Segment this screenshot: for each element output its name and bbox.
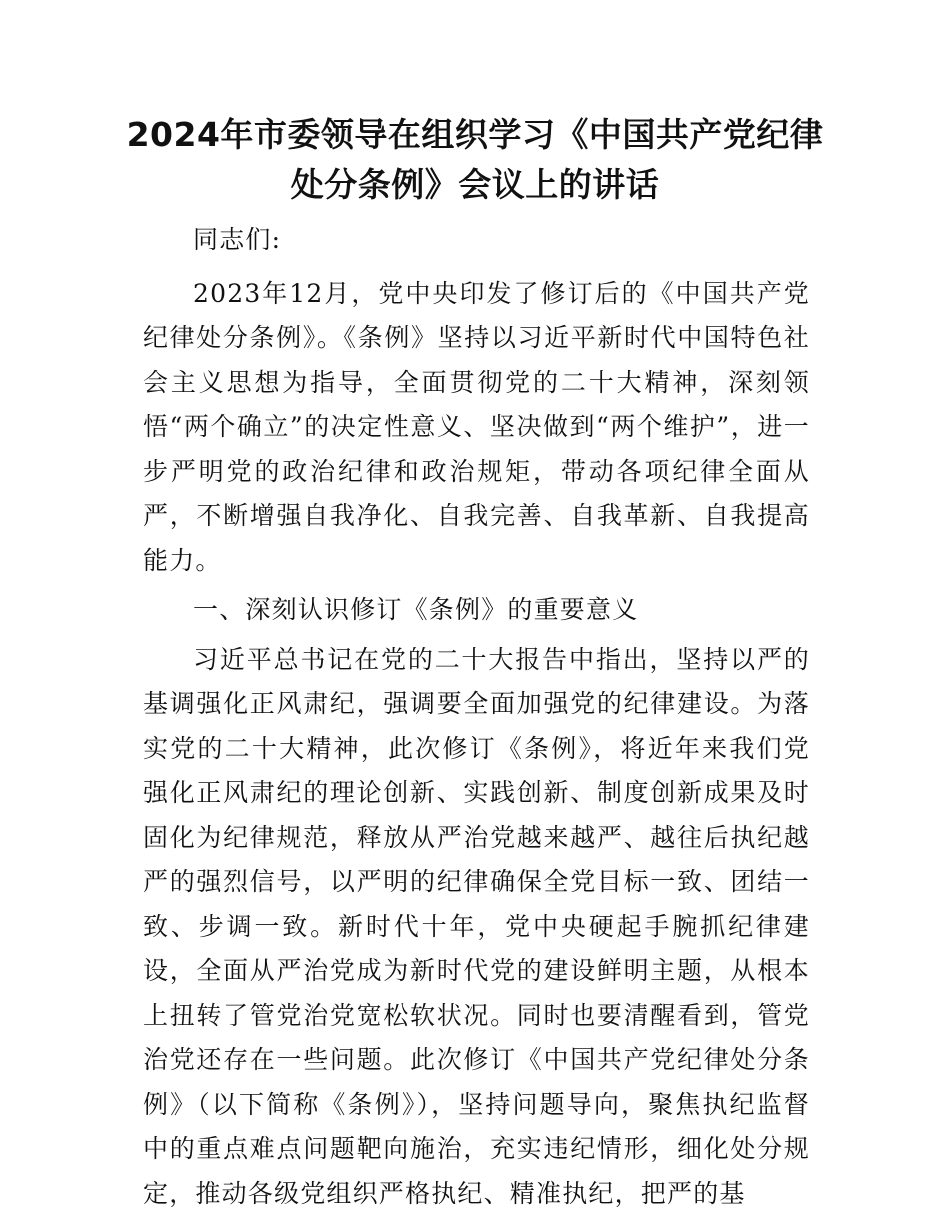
paragraph-intro: 2023年12月，党中央印发了修订后的《中国共产党纪律处分条例》。《条例》坚持以习近平新时代中国特色社会主义思想为指导，全面贯彻党的二十大精神，深刻领悟“两个确立”的决定性意义、坚决做到“两个维护”，进一步严明党的政治纪律和政治规矩，带动各项纪律全面从严，不断增强自我净化、自我完善、自我革新、自我提高能力。: [143, 278, 810, 575]
title-line-1: 2024年市委领导在组织学习《中国共产党纪律: [126, 115, 824, 154]
title-line-2: 处分条例》会议上的讲话: [290, 165, 660, 204]
section-heading-1: 一、深刻认识修订《条例》的重要意义: [193, 595, 639, 624]
document-title: [120, 110, 830, 210]
paragraph-section-1: 习近平总书记在党的二十大报告中指出，坚持以严的基调强化正风肃纪，强调要全面加强党的纪律建设。为落实党的二十大精神，此次修订《条例》，将近年来我们党强化正风肃纪的理论创新、实践创新、制度创新成果及时固化为纪律规范，释放从严治党越来越严、越往后执纪越严的强烈信号，以严明的纪律确保全党目标一致、团结一致、步调一致。新时代十年，党中央硬起手腕抓纪律建设，全面从严治党成为新时代党的建设鲜明主题，从根本上扭转了管党治党宽松软状况。同时也要清醒看到，管党治党还存在一些问题。此次修订《中国共产党纪律处分条例》（以下简称《条例》），坚持问题导向，聚焦执纪监督中的重点难点问题靶向施治，充实违纪情形，细化处分规定，推动各级党组织严格执纪、精准执纪，把严的基: [143, 644, 810, 1208]
document-body: [143, 218, 810, 1221]
greeting: 同志们:: [193, 225, 282, 254]
